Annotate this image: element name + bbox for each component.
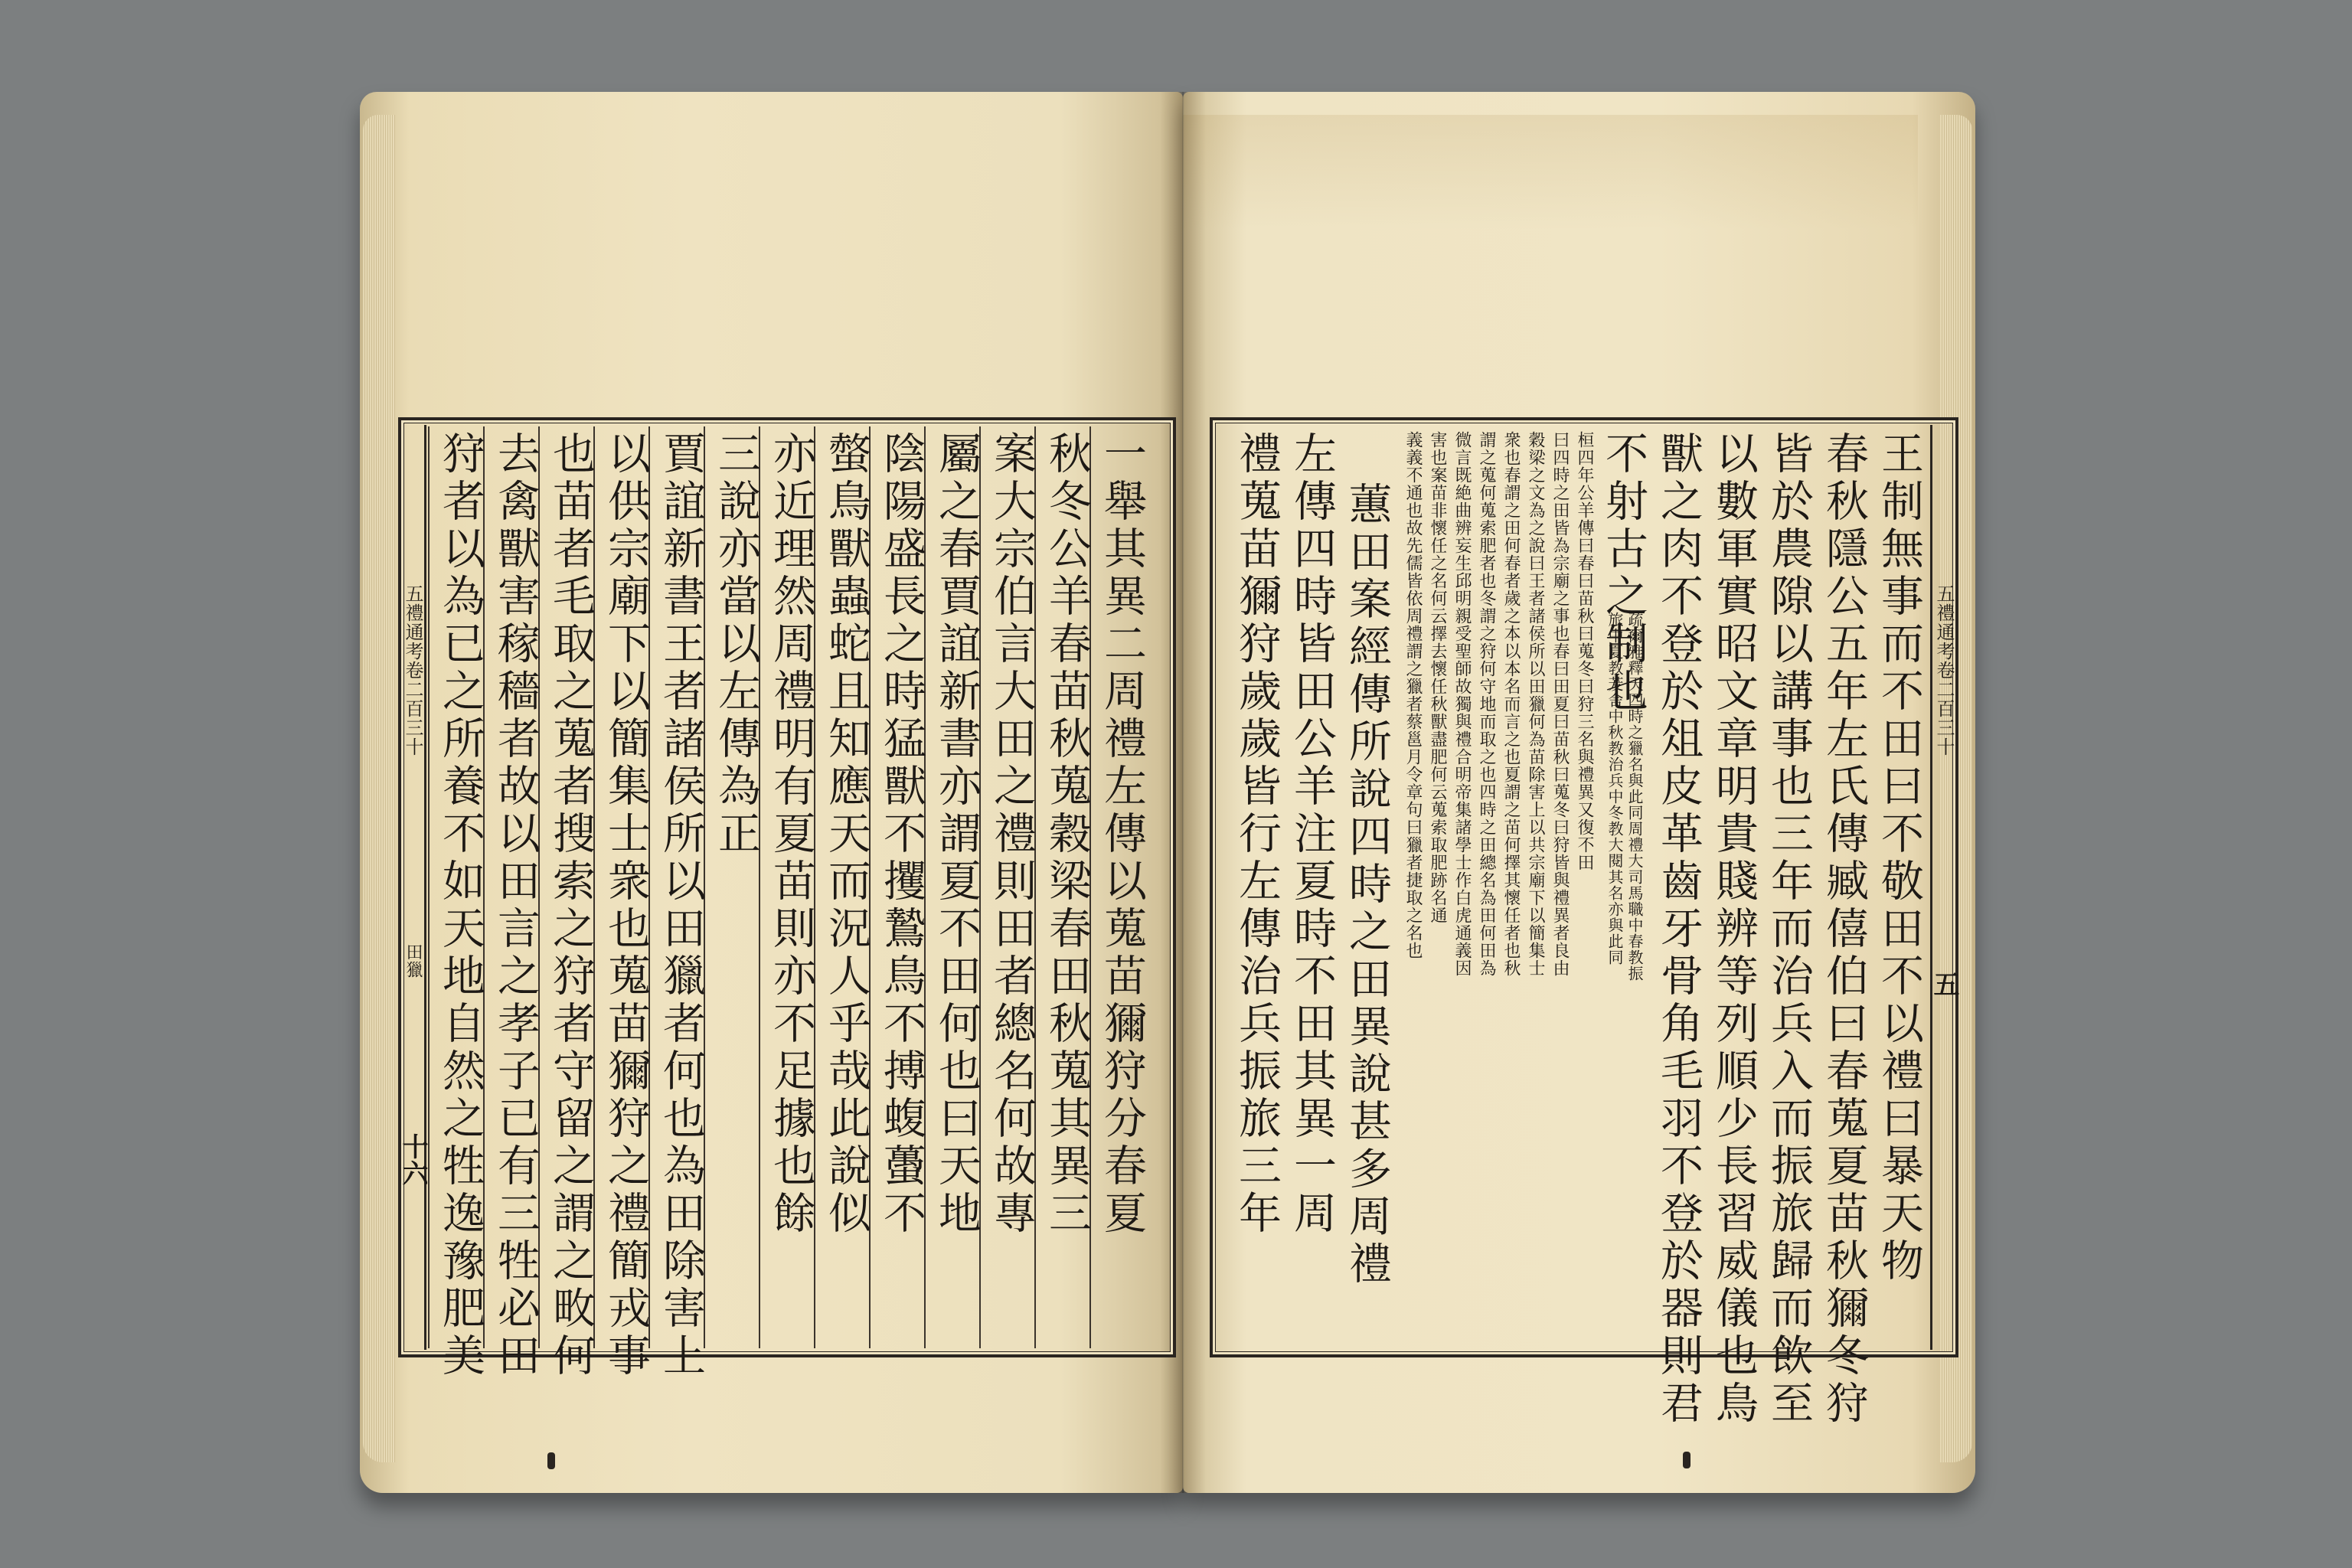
commentary-column: 衆也春謂之田何春者歲之本以本名而言之也夏謂之苗何擇其懷任者也秋 [1501,431,1521,977]
water-stain [1183,115,1918,230]
left-banxin [397,425,428,1350]
commentary-column: 桓四年公羊傳曰春曰苗秋曰蒐冬曰狩三名與禮異又復不田 [1575,431,1594,871]
commentary-column: 曰四時之田皆為宗廟之事也春曰田夏曰苗秋曰蒐冬曰狩皆與禮異者良由 [1550,431,1570,977]
right-banxin-title: 五禮通考卷二百三十 [1933,583,1955,756]
right-text-frame [1210,417,1959,1428]
text-column: 狩者以為已之所養不如天地自然之牲逸豫肥美 [436,431,485,1380]
left-banxin-section: 田獵 [403,943,423,978]
text-column: 案大宗伯言大田之禮則田者總名何故專 [987,431,1037,1238]
commentary-column: 疏爾雅釋天四時之獵名與此同周禮大司馬職中春教振 [1625,612,1644,982]
text-column: 以數軍實昭文章明貴賤辨等列順少長習威儀也鳥 [1709,431,1759,1428]
text-column: 王制無事而不田曰不敬田不以禮曰暴天物 [1874,431,1924,1285]
commentary-column: 義義不通也故先儒皆依周禮謂之獵者蔡邕月令章句曰獵者捷取之名也 [1403,431,1423,959]
column-rule [428,426,430,1348]
page-mark [1683,1452,1690,1468]
commentary-column: 旅中夏教茇舍中秋教治兵中冬教大閱其名亦與此同 [1606,612,1624,965]
right-folio-number: 五 [1929,970,1959,998]
text-column: 亦近理然周禮明有夏苗則亦不足據也餘 [766,431,816,1238]
commentary-column: 謂之蒐何蒐索肥者也冬謂之狩何守地而取之也四時之田總名為田何田為 [1477,431,1496,977]
left-page-edge [363,115,395,1462]
text-column: 禮蒐苗獮狩歲歲皆行左傳治兵振旅三年 [1232,431,1282,1238]
right-banxin [1929,425,1959,1350]
commentary-column: 穀梁之文為之說曰王者諸侯所以田獵何為苗除害上以共宗廟下以簡集士 [1526,431,1545,977]
commentary-column: 害也案苗非懷任之名何云擇去懷任秋獸盡肥何云蒐索取肥跡名通 [1428,431,1447,924]
text-column: 也苗者毛取之蒐者搜索之狩者守留之謂之畋何 [546,431,596,1380]
text-column: 陰陽盛長之時猛獸不攫鷙鳥不搏蝮蠆不 [877,431,926,1238]
text-column: 螫鳥獸蟲蛇且知應天而況人乎哉此說似 [822,431,871,1238]
page-mark [547,1452,555,1469]
left-text-frame [397,417,1176,1380]
left-folio-number: 十六 [397,1133,428,1187]
left-banxin-title: 五禮通考卷二百三十 [402,583,423,756]
text-column: 左傳四時皆田公羊注夏時不田其異一周 [1287,431,1337,1238]
text-column: 蕙田案經傳所說四時之田異說甚多周禮 [1342,482,1392,1289]
text-column: 獸之肉不登於俎皮革齒牙骨角毛羽不登於器則君 [1654,431,1704,1428]
text-column: 一舉其異二周禮左傳以蒐苗獮狩分春夏 [1097,431,1147,1238]
text-column: 春秋隱公五年左氏傳臧僖伯曰春蒐夏苗秋獮冬狩 [1819,431,1869,1428]
text-column: 以供宗廟下以簡集士衆也蒐苗獮狩之禮簡戎事 [601,431,651,1380]
text-column: 賈誼新書王者諸侯所以田獵者何也為田除害上 [656,431,706,1380]
text-column: 三說亦當以左傳為正 [711,431,761,858]
text-column: 屬之春賈誼新書亦謂夏不田何也曰天地 [932,431,982,1238]
text-column: 皆於農隙以講事也三年而治兵入而振旅歸而飲至 [1764,431,1814,1428]
text-column: 秋冬公羊春苗秋蒐穀梁春田秋蒐其異三 [1042,431,1092,1238]
text-column: 去禽獸害稼穡者故以田言之孝子已有三牲必田 [491,431,541,1380]
commentary-column: 微言既絶曲辨妄生邱明親受聖師故獨與禮合明帝集諸學士作白虎通義因 [1452,431,1472,977]
text-column: 不射古之制也 [1599,431,1648,716]
